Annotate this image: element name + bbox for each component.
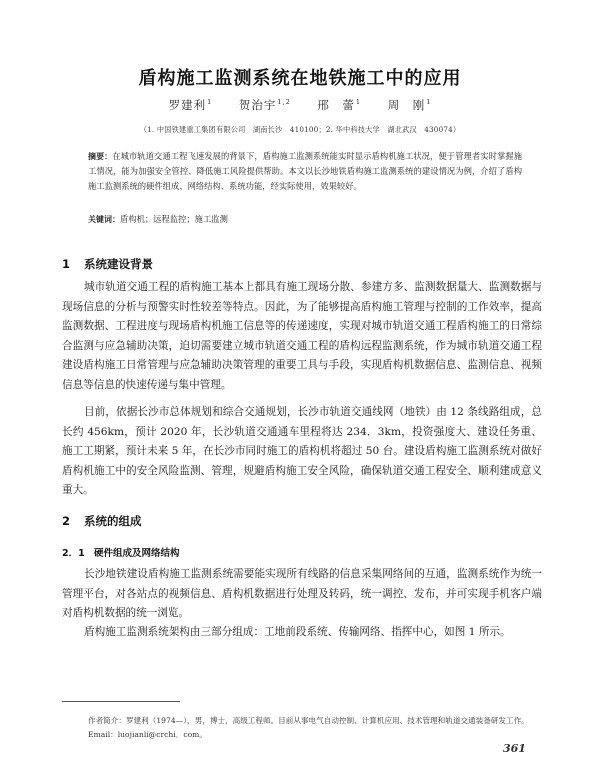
- abstract-label: 摘要：: [88, 152, 113, 161]
- body-paragraph: 城市轨道交通工程的盾构施工基本上都具有施工现场分散、参建方多、监测数据量大、监测数据与现场信息的分析与预警实时性较差等特点。因此，为了能够提高盾构施工管理与控制的工作效率，提高监测数据、工程进度与现场盾构机施工信息等的传递速度，实现对城市轨道交通工程盾构施工的日常综合监测与应急辅助决策，迫切需要建立城市轨道交通工程的盾构远程监测系统，作为城市轨道交通工程建设盾构施工日常管理与应急辅助决策管理的重要工具与手段，实现盾构机数据信息、监测信息、视频信息等信息的快速传递与集中管理。: [62, 281, 542, 391]
- section-title: 系统的组成: [84, 514, 142, 528]
- paper-title: 盾构施工监测系统在地铁施工中的应用: [138, 68, 462, 89]
- body-paragraph: 目前，依据长沙市总体规划和综合交通规划，长沙市轨道交通线网（地铁）由 12 条线路组成，总长约 456km，预计 2020 年，长沙轨道交通通车里程将达 234．3km，投资强度大、建设任务重、施工工期紧，预计未来 5 年，在长沙市同时施工的盾构机将超过 50 台。建设盾构施工监测系统对做好盾构机施工中的安全风险监测、管理，规避盾构施工安全风险，确保轨道交通工程安全、顺利建成意义重大。: [62, 406, 542, 496]
- page-number: 361: [503, 742, 526, 755]
- body-paragraph: 盾构施工监测系统架构由三部分组成：工地前段系统、传输网络、指挥中心，如图 1 所示。: [84, 626, 511, 638]
- author-footnote: [88, 714, 546, 742]
- section-title: 系统建设背景: [84, 257, 153, 271]
- author-list: [0, 97, 600, 113]
- footnote-divider: [62, 701, 180, 702]
- section-heading: [62, 513, 142, 529]
- author: 罗建利$^1$: [168, 98, 213, 112]
- abstract: [88, 149, 522, 195]
- section-number: 2: [62, 514, 71, 528]
- keywords: [88, 212, 522, 227]
- keywords-text: 盾构机；远程监控；施工监测: [120, 214, 228, 224]
- body-paragraph: 长沙地铁建设盾构施工监测系统需要能实现所有线路的信息采集网络间的互通，监测系统作为统一管理平台，对各站点的视频信息、盾构机数据进行处理及转码，统一调控、发布，并可实现手机客户端对盾构机数据的统一浏览。: [62, 568, 542, 619]
- keywords-label: 关键词：: [88, 215, 120, 224]
- author: 邢 蕾$^1$: [317, 98, 362, 112]
- section-number: 1: [62, 257, 71, 271]
- subsection-title: 硬件组成及网络结构: [94, 548, 180, 559]
- section-heading: [62, 256, 153, 272]
- abstract-text: 在城市轨道交通工程飞速发展的背景下，盾构施工监测系统能实时显示盾构机施工状况，便于管理者实时掌握施工情况，能为加强安全管控、降低施工风险提供帮助。本文以长沙地铁盾构施工监测系统的建设情况为例，介绍了盾构施工监测系统的硬件组成、网络结构、系统功能，经实际使用，效果较好。: [88, 151, 522, 192]
- author: 贺治宇$^{1,2}$: [238, 98, 291, 112]
- footnote-label: 作者简介：: [88, 716, 126, 725]
- affiliation: （1. 中国铁建重工集团有限公司 湖南长沙 410100；2. 华中科技大学 湖北武汉 430074）: [139, 125, 461, 134]
- subsection-number: 2．1: [62, 548, 85, 559]
- author: 周 刚$^1$: [387, 98, 432, 112]
- subsection-heading: [62, 545, 180, 559]
- footnote-text: 罗建利（1974—），男，博士，高级工程师。目前从事电气自动控制、计算机应用、技术管理和轨道交通装备研发工作。Email：luojianli@crchi．com。: [88, 716, 529, 739]
